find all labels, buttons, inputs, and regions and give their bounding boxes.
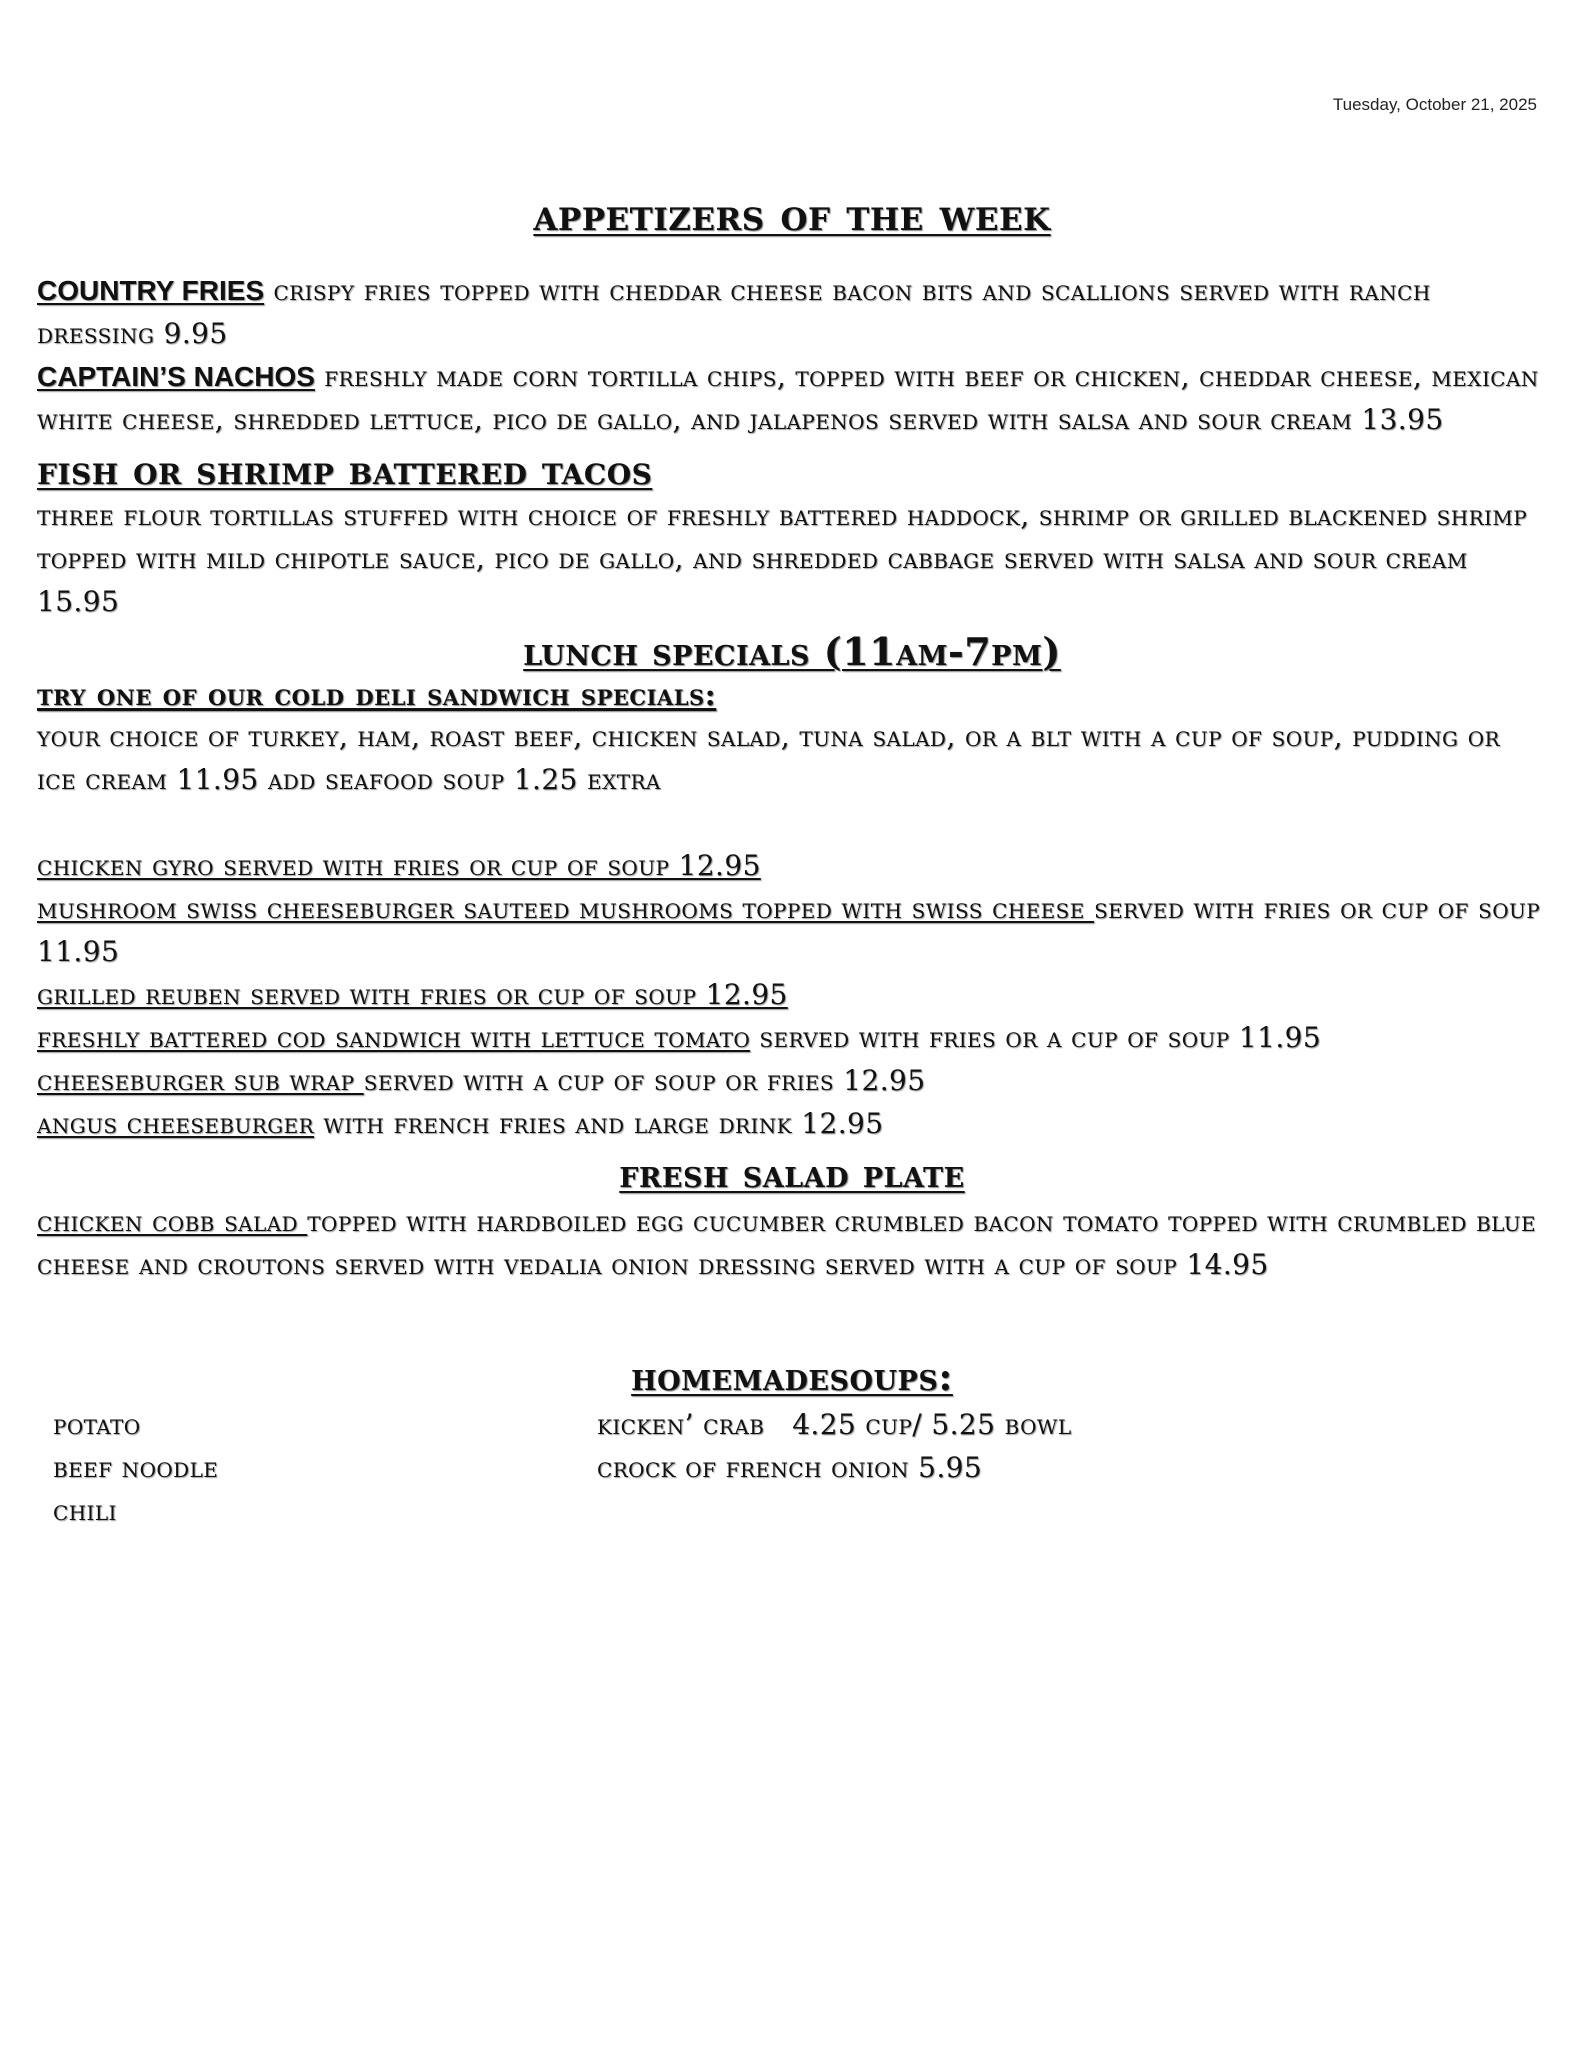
lunch-item-name: mushroom swiss cheeseburger sauteed mushrooms topped with swiss cheese (37, 892, 1095, 925)
lunch-item-name: grilled reuben served with fries or cup of soup 12.95 (37, 978, 788, 1011)
lunch-item-name: cheeseburger sub wrap (37, 1064, 364, 1097)
lunch-item-name: chicken gyro served with fries or cup of soup 12.95 (37, 849, 761, 882)
appetizer-country-fries (37, 269, 1547, 355)
appetizer-description: crispy fries topped with cheddar cheese bacon bits and scallions served with ranch dressing 9.95 (37, 274, 1431, 350)
salad-item (37, 1200, 1547, 1286)
salad-title: fresh salad plate (619, 1151, 965, 1196)
deli-heading: try one of our cold deli sandwich specials: (37, 678, 717, 713)
lunch-title: lunch specials (11am-7pm) (523, 629, 1061, 674)
appetizer-description: freshly made corn tortilla chips, topped with beef or chicken, cheddar cheese, mexican white cheese, shredded lettuce, pico de gallo, and jalapenos served with salsa and sour cream 13.95 (37, 360, 1539, 436)
deli-description: your choice of turkey, ham, roast beef, chicken salad, tuna salad, or a blt with a cup of soup, pudding or ice cream 11.95 add seafood soup 1.25 extra (37, 720, 1500, 796)
appetizers-title: appetizers of the week (533, 190, 1051, 241)
lunch-item (37, 1059, 1547, 1102)
tacos-description: three flour tortillas stuffed with choice of freshly battered haddock, shrimp or grilled blackened shrimp topped with mild chipotle sauce, pico de gallo, and shredded cabbage served with salsa and sour cream 15.95 (37, 499, 1528, 618)
soup-item: beef noodle (53, 1451, 219, 1484)
soup-item: chili (53, 1494, 117, 1527)
lunch-item (37, 1016, 1547, 1059)
salad-item-name: chicken cobb salad (37, 1205, 308, 1238)
appetizer-captains-nachos (37, 355, 1547, 441)
lunch-item (37, 973, 1547, 1016)
menu-date: Tuesday, October 21, 2025 (1332, 95, 1537, 114)
spacer (37, 1286, 1547, 1348)
menu-document (37, 180, 1547, 1543)
lunch-item-description: served with fries or a cup of soup 11.95 (750, 1021, 1322, 1054)
soup-item: potato (53, 1408, 141, 1441)
lunch-item-description: with french fries and large drink 12.95 (314, 1107, 884, 1140)
soups-title: homemadesoups: (631, 1354, 953, 1399)
lunch-item-name: freshly battered cod sandwich with lettuce tomato (37, 1021, 751, 1054)
soups-list (37, 1403, 1547, 1543)
soups-right-column (597, 1403, 1072, 1489)
appetizer-name: COUNTRY FRIES (37, 275, 265, 306)
lunch-item (37, 844, 1547, 887)
lunch-item-description: served with a cup of soup or fries 12.95 (363, 1064, 926, 1097)
soups-left-column (53, 1403, 218, 1532)
soup-item: crock of french onion 5.95 (597, 1451, 983, 1484)
salad-item-description: topped with hardboiled egg cucumber crumbled bacon tomato topped with crumbled blue cheese and croutons served with vedalia onion dressing served with a cup of soup 14.95 (37, 1205, 1537, 1281)
spacer (37, 801, 1547, 844)
tacos-title: fish or shrimp battered tacos (37, 447, 653, 494)
lunch-item (37, 1102, 1547, 1145)
lunch-item-description: served with fries or cup of soup 11.95 (37, 892, 1541, 968)
soup-item: kicken’ crab 4.25 cup/ 5.25 bowl (597, 1408, 1072, 1441)
appetizer-name: CAPTAIN’S NACHOS (37, 361, 315, 392)
lunch-item-name: angus cheeseburger (37, 1107, 315, 1140)
lunch-item (37, 887, 1547, 973)
